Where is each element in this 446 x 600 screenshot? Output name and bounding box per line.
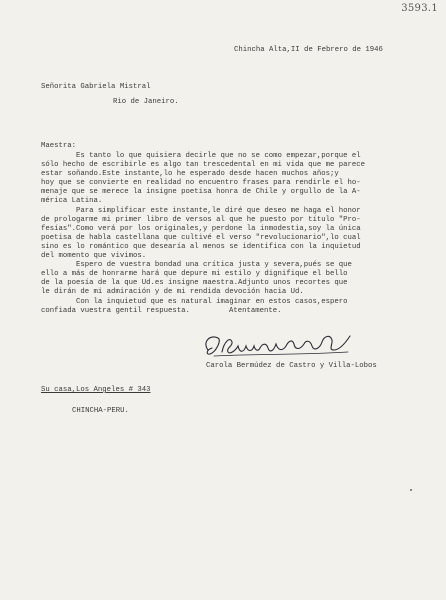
body-line: estar soñando.Este instante,lo he esperado desde hacen muchos años;y (41, 170, 339, 179)
body-line: Espero de vuestra bondad una crítica justa y severa,pués se que (41, 261, 352, 270)
letter-body (41, 152, 441, 316)
body-line: del momento que vivimos. (41, 252, 147, 261)
archive-number: 3593.1 (401, 3, 438, 14)
margin-dot (410, 489, 412, 491)
body-line: sino es lo romántico que desearía al menos se identifica con la inquietud (41, 242, 361, 251)
signer-name: Carola Bermúdez de Castro y Villa-Lobos (206, 362, 377, 370)
addressee: Señorita Gabriela Mistral (41, 83, 151, 91)
body-line: hoy que se convierte en realidad no encuentro frases para rendirle el ho- (41, 179, 361, 188)
body-line: mérica Latina. (41, 197, 103, 206)
body-line: sólo hecho de escribirle es algo tan trescedental en mi vida que me parece (41, 161, 366, 170)
body-line: de la poesía de la que Ud.es insigne maestra.Adjunto unos recortes que (41, 279, 348, 288)
body-line: ello a más de honrarme hará que depure mi estilo y dignifique el bello (41, 270, 352, 279)
body-line: de prologarme mi primer libro de versos al que he puesto por título "Pro- (41, 215, 361, 224)
salutation: Maestra: (41, 142, 77, 150)
closing: Atentamente. (229, 307, 282, 315)
body-line: le dirán de mi admiración y de mi rendida devoción hacia Ud. (41, 288, 304, 297)
body-line: Para simplificar este instante,le diré que deseo me haga el honor (41, 206, 361, 215)
handwritten-signature (200, 328, 360, 362)
body-line: confiada vuestra gentil respuesta. (41, 306, 190, 315)
body-line: menaje que se merece la insigne poetisa honra de Chile y orgullo de la A- (41, 188, 361, 197)
dateline: Chincha Alta,II de Febrero de 1946 (234, 46, 383, 54)
body-line: poetisa de habla castellana que cultivé el verso "revolucionario",lo cual (41, 233, 361, 242)
body-line: Es tanto lo que quisiera decirle que no se como empezar,porque el (41, 152, 361, 160)
return-address: Su casa,Los Angeles # 343 (41, 386, 151, 394)
body-line: fesías".Como verá por los originales,y perdone la inmodestia,soy la única (41, 224, 361, 233)
return-country: CHINCHA-PERU. (72, 407, 129, 415)
body-line: Con la inquietud que es natural imaginar en estos casos,espero (41, 297, 348, 306)
addressee-city: Rio de Janeiro. (113, 98, 179, 106)
